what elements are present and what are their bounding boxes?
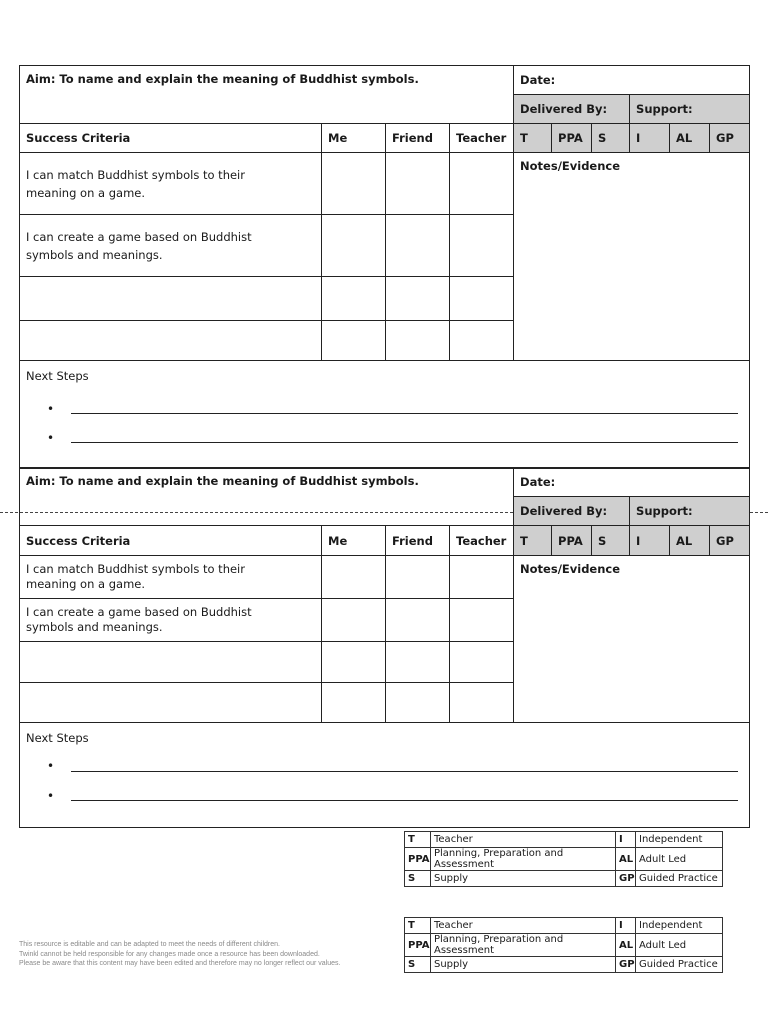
key-code: I	[616, 832, 636, 848]
criteria-3[interactable]	[20, 277, 322, 321]
key-code: AL	[616, 848, 636, 871]
success-criteria-header: Success Criteria	[20, 124, 322, 153]
key-label: Planning, Preparation and Assessment	[431, 848, 616, 871]
friend-check-1[interactable]	[386, 556, 450, 599]
criteria-1: I can match Buddhist symbols to their meaning on a game.	[20, 556, 322, 599]
i-header: I	[630, 124, 670, 153]
me-check-4[interactable]	[322, 321, 386, 361]
next-steps-label: Next Steps	[26, 369, 89, 383]
teacher-check-1[interactable]	[450, 153, 514, 215]
ppa-header: PPA	[552, 526, 592, 556]
teacher-check-3[interactable]	[450, 277, 514, 321]
me-check-3[interactable]	[322, 642, 386, 683]
footer-line-3: Please be aware that this content may have been edited and therefore may no longer reflect our values.	[19, 960, 341, 967]
criteria-4[interactable]	[20, 683, 322, 723]
success-criteria-header: Success Criteria	[20, 526, 322, 556]
key-code: GP	[616, 871, 636, 887]
key-code: T	[405, 918, 431, 934]
teacher-check-1[interactable]	[450, 556, 514, 599]
friend-check-3[interactable]	[386, 277, 450, 321]
ppa-header: PPA	[552, 124, 592, 153]
key-code: S	[405, 871, 431, 887]
footer-line-2: Twinkl cannot be held responsible for any changes made once a resource has been downloaded.	[19, 950, 320, 958]
key-label: Planning, Preparation and Assessment	[431, 934, 616, 957]
key-label: Supply	[431, 871, 616, 887]
key-table-1	[404, 831, 723, 887]
teacher-check-2[interactable]	[450, 215, 514, 277]
bullet-2: •	[47, 789, 55, 803]
t-header: T	[514, 526, 552, 556]
criteria-3[interactable]	[20, 642, 322, 683]
footer-disclaimer	[19, 940, 379, 969]
i-header: I	[630, 526, 670, 556]
next-step-line-2[interactable]	[71, 800, 738, 801]
criteria-2: I can create a game based on Buddhist symbols and meanings.	[20, 215, 322, 277]
bullet-1: •	[47, 759, 55, 773]
key-label: Adult Led	[636, 934, 723, 957]
next-step-line-1[interactable]	[71, 771, 738, 772]
teacher-check-4[interactable]	[450, 321, 514, 361]
assessment-sheet-1	[19, 65, 750, 469]
teacher-check-2[interactable]	[450, 599, 514, 642]
aim-text: Aim: To name and explain the meaning of Buddhist symbols.	[20, 66, 514, 124]
bullet-1: •	[47, 402, 55, 416]
friend-check-2[interactable]	[386, 215, 450, 277]
s-header: S	[592, 526, 630, 556]
key-label: Independent	[636, 918, 723, 934]
support-label: Support:	[630, 497, 750, 526]
teacher-check-4[interactable]	[450, 683, 514, 723]
teacher-header: Teacher	[450, 526, 514, 556]
next-steps	[20, 361, 750, 469]
key-label: Supply	[431, 957, 616, 973]
key-code: I	[616, 918, 636, 934]
aim-text: Aim: To name and explain the meaning of Buddhist symbols.	[20, 468, 514, 526]
criteria-1: I can match Buddhist symbols to their meaning on a game.	[20, 153, 322, 215]
me-check-2[interactable]	[322, 599, 386, 642]
notes-evidence: Notes/Evidence	[514, 556, 750, 723]
bullet-2: •	[47, 431, 55, 445]
key-code: PPA	[405, 934, 431, 957]
notes-evidence: Notes/Evidence	[514, 153, 750, 361]
me-check-3[interactable]	[322, 277, 386, 321]
assessment-sheet-2	[19, 467, 750, 828]
al-header: AL	[670, 526, 710, 556]
next-steps-label: Next Steps	[26, 731, 89, 745]
friend-check-3[interactable]	[386, 642, 450, 683]
key-code: S	[405, 957, 431, 973]
footer-line-1: This resource is editable and can be adapted to meet the needs of different children.	[19, 941, 280, 948]
key-label: Adult Led	[636, 848, 723, 871]
friend-check-2[interactable]	[386, 599, 450, 642]
friend-check-4[interactable]	[386, 321, 450, 361]
criteria-4[interactable]	[20, 321, 322, 361]
delivered-by-label: Delivered By:	[514, 497, 630, 526]
s-header: S	[592, 124, 630, 153]
key-label: Guided Practice	[636, 871, 723, 887]
key-label: Independent	[636, 832, 723, 848]
date-label: Date:	[514, 66, 750, 95]
teacher-header: Teacher	[450, 124, 514, 153]
key-code: AL	[616, 934, 636, 957]
next-steps	[20, 723, 750, 828]
next-step-line-1[interactable]	[71, 413, 738, 414]
key-label: Teacher	[431, 832, 616, 848]
friend-header: Friend	[386, 526, 450, 556]
friend-check-1[interactable]	[386, 153, 450, 215]
friend-header: Friend	[386, 124, 450, 153]
me-header: Me	[322, 526, 386, 556]
t-header: T	[514, 124, 552, 153]
friend-check-4[interactable]	[386, 683, 450, 723]
gp-header: GP	[710, 526, 750, 556]
me-check-1[interactable]	[322, 556, 386, 599]
date-label: Date:	[514, 468, 750, 497]
key-label: Teacher	[431, 918, 616, 934]
me-check-2[interactable]	[322, 215, 386, 277]
next-step-line-2[interactable]	[71, 442, 738, 443]
key-label: Guided Practice	[636, 957, 723, 973]
key-code: T	[405, 832, 431, 848]
me-header: Me	[322, 124, 386, 153]
delivered-by-label: Delivered By:	[514, 95, 630, 124]
me-check-1[interactable]	[322, 153, 386, 215]
key-code: PPA	[405, 848, 431, 871]
support-label: Support:	[630, 95, 750, 124]
key-table-2	[404, 917, 723, 973]
key-code: GP	[616, 957, 636, 973]
gp-header: GP	[710, 124, 750, 153]
al-header: AL	[670, 124, 710, 153]
criteria-2: I can create a game based on Buddhist symbols and meanings.	[20, 599, 322, 642]
teacher-check-3[interactable]	[450, 642, 514, 683]
me-check-4[interactable]	[322, 683, 386, 723]
